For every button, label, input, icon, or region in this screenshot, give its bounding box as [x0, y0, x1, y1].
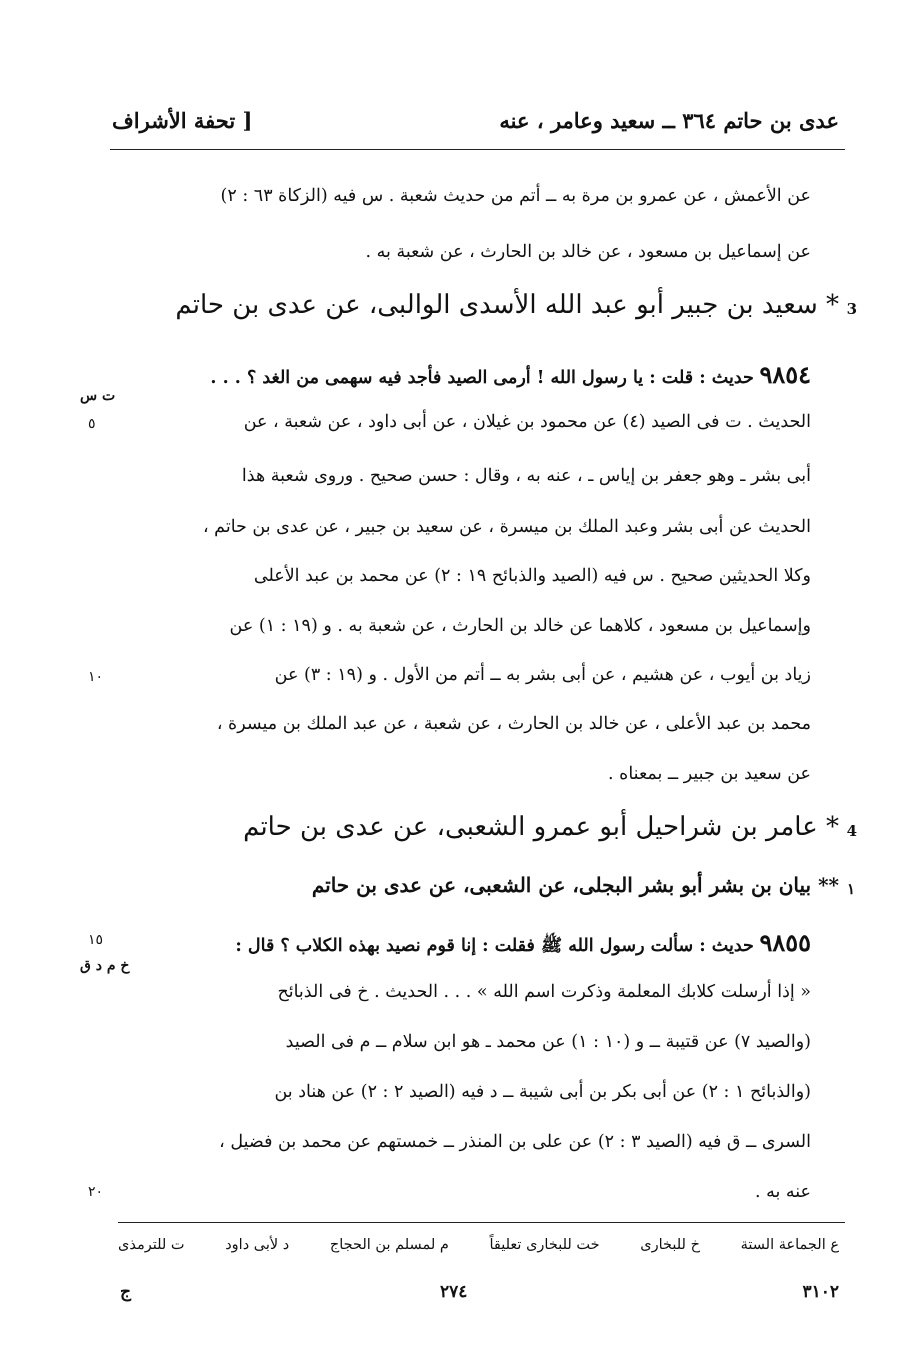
text-line: محمد بن عبد الأعلى ، عن خالد بن الحارث ، عن شعبة ، عن عبد الملك بن ميسرة ،: [216, 714, 811, 734]
hadith-siglum: ت س: [80, 388, 116, 404]
section-title: سعيد بن جبير أبو عبد الله الأسدى الوالبى، عن عدى بن حاتم: [175, 290, 818, 320]
section-star: *: [826, 290, 839, 320]
line-number: ١٠: [88, 669, 104, 685]
text-line: وكلا الحديثين صحيح . س فيه (الصيد والذبائح ١٩ : ٢) عن محمد بن عبد الأعلى: [253, 566, 811, 586]
line-number: ١٥: [88, 932, 104, 948]
subsection-stars: **: [818, 873, 839, 897]
text-line: وإسماعيل بن مسعود ، كلاهما عن خالد بن الحارث ، عن شعبة به . و (١٩ : ١) عن: [229, 616, 811, 636]
signature-mark: ج: [120, 1282, 131, 1302]
hadith-text: حديث : سألت رسول الله ﷺ فقلت : إنا قوم نصيد بهذه الكلاب ؟ قال :: [235, 936, 754, 956]
hadith-first-line: [210, 360, 811, 389]
text-line: « إذا أرسلت كلابك المعلمة وذكرت اسم الله » . . . الحديث . خ فى الذبائح: [277, 982, 811, 1002]
text-line: السرى ــ ق فيه (الصيد ٣ : ٢) عن على بن المنذر ــ خمستهم عن محمد بن فضيل ،: [219, 1132, 811, 1152]
section-heading: [175, 290, 839, 320]
line-number: ٢٠: [88, 1184, 104, 1200]
text-line: عن الأعمش ، عن عمرو بن مرة به ــ أتم من حديث شعبة . س فيه (الزكاة ٦٣ : ٢): [220, 186, 811, 206]
hadith-number: ٩٨٥٤: [759, 360, 811, 389]
text-line: أبى بشر ـ وهو جعفر بن إياس ـ ، عنه به ، وقال : حسن صحيح . وروى شعبة هذا: [241, 466, 811, 486]
text-line: (والذبائح ١ : ٢) عن أبى بكر بن أبى شيبة ــ د فيه (الصيد ٢ : ٢) عن هناد بن: [274, 1082, 811, 1102]
text-line: (والصيد ٧) عن قتيبة ــ و (١٠ : ١) عن محمد ـ هو ابن سلام ــ م فى الصيد: [285, 1032, 811, 1052]
subsection-title: بيان بن بشر أبو بشر البجلى، عن الشعبى، عن عدى بن حاتم: [311, 873, 812, 897]
hadith-text: حديث : قلت : يا رسول الله ! أرمى الصيد فأجد فيه سهمى من الغد ؟ . . .: [210, 368, 754, 388]
footer-rule: [118, 1222, 845, 1223]
hadith-siglum: خ م د ق: [80, 958, 130, 974]
text-line: الحديث . ت فى الصيد (٤) عن محمود بن غيلان ، عن أبى داود ، عن شعبة ، عن: [243, 412, 811, 432]
text-line: زياد بن أيوب ، عن هشيم ، عن أبى بشر به ــ أتم من الأول . و (١٩ : ٣) عن: [274, 665, 811, 685]
text-line: عن سعيد بن جبير ــ بمعناه .: [608, 764, 811, 784]
page-number: ٢٧٤: [440, 1282, 468, 1302]
legend-item: خ للبخارى: [640, 1237, 700, 1253]
section-number: 4: [846, 822, 857, 840]
legend-item: م لمسلم بن الحجاج: [329, 1237, 449, 1253]
line-number: ٥: [88, 416, 96, 432]
header-rule: [110, 149, 845, 150]
section-number: 3: [846, 300, 857, 318]
running-header-title: عدى بن حاتم ٣٦٤ ــ سعيد وعامر ، عنه: [499, 108, 839, 133]
hadith-number: ٩٨٥٥: [759, 928, 811, 957]
text-line: الحديث عن أبى بشر وعبد الملك بن ميسرة ، عن سعيد بن جبير ، عن عدى بن حاتم ،: [202, 517, 811, 537]
subsection-number: ١: [846, 880, 855, 898]
legend-item: خت للبخارى تعليقاً: [489, 1237, 600, 1253]
section-heading: [243, 812, 839, 842]
subsection-heading: [312, 873, 839, 897]
running-header-book: [ تحفة الأشراف: [112, 108, 253, 133]
abbreviation-legend: [118, 1237, 839, 1253]
volume-page-number: ٣١٠٢: [802, 1282, 839, 1302]
section-title: عامر بن شراحيل أبو عمرو الشعبى، عن عدى بن حاتم: [243, 812, 818, 842]
text-line: عن إسماعيل بن مسعود ، عن خالد بن الحارث ، عن شعبة به .: [365, 242, 811, 262]
legend-item: ع الجماعة الستة: [740, 1237, 839, 1253]
legend-item: د لأبى داود: [225, 1237, 290, 1253]
section-star: *: [826, 812, 839, 842]
hadith-first-line: [235, 928, 811, 960]
text-line: عنه به .: [754, 1182, 811, 1202]
legend-item: ت للترمذى: [118, 1237, 185, 1253]
